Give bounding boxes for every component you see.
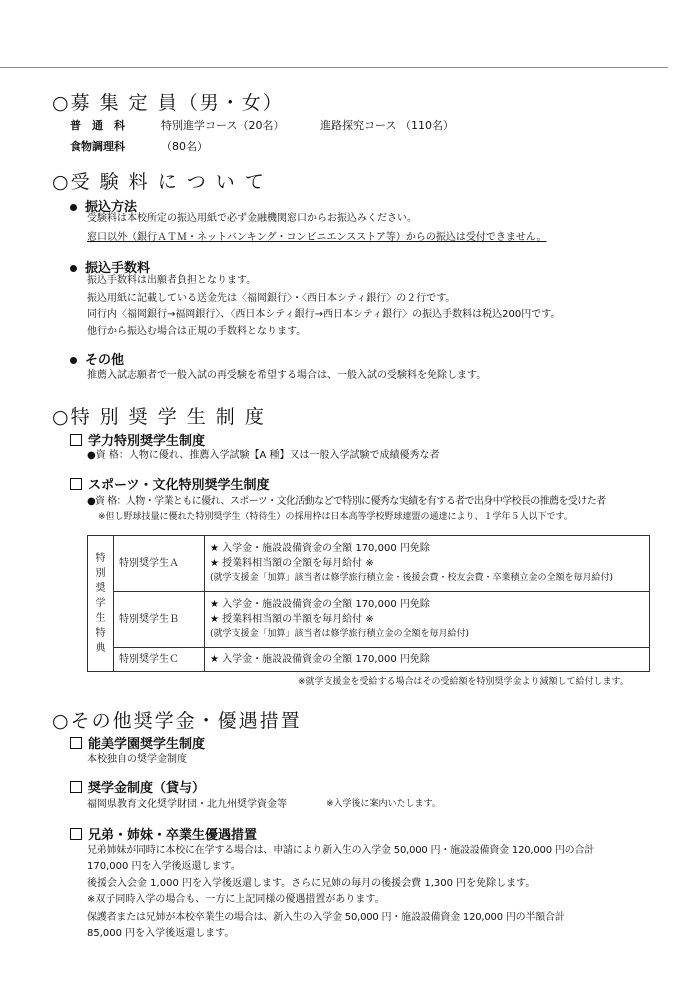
academic-title: 学力特別奨学生制度: [70, 430, 205, 449]
detail-line: (就学支援金「加算」該当者は修学旅行積立金の全額を毎月給付): [210, 629, 470, 639]
method-line-1: 受験料は本校所定の振込用紙で必ず金融機関窓口からお振込みください。: [87, 213, 417, 224]
bullet-icon: [70, 204, 77, 211]
row-name: 特別奨学生Ｂ: [114, 592, 205, 648]
label-char: 別: [95, 568, 106, 579]
label-char: 生: [95, 613, 106, 624]
futsu-label: 普 通 科: [70, 119, 125, 132]
detail-line: ★ 入学金・施設設備資金の全額 170,000 円免除: [210, 541, 644, 556]
label-char: 学: [95, 598, 106, 609]
table-note: ※就学支援金を受給する場合はその受給額を特別奨学金より減額して給付します。: [298, 677, 629, 687]
row-detail: [205, 592, 650, 648]
sibling-title: 兄弟・姉妹・卒業生優遇措置: [70, 824, 257, 843]
label-char: 特: [95, 553, 106, 564]
detail-line: ★ 入学金・施設設備資金の全額 170,000 円免除: [210, 597, 644, 612]
checkbox-icon: [70, 781, 82, 793]
row-detail: [205, 536, 650, 592]
fee-line-2: 振込用紙に記載している送金先は〈福岡銀行〉・〈西日本シティ銀行〉の２行です。: [87, 293, 456, 304]
table-row: [88, 536, 650, 592]
checkbox-icon: [70, 737, 82, 749]
row-name: 特別奨学生Ａ: [114, 536, 205, 592]
row-name: 特別奨学生Ｃ: [114, 648, 205, 672]
table-row: [88, 592, 650, 648]
method-line-2: 窓口以外（銀行ＡＴＭ・ネットバンキング・コンビニエンスストア等）からの振込は受付できません。: [87, 232, 547, 243]
detail-line: ★ 授業料相当額の半額を毎月給付 ※: [210, 612, 644, 627]
table-row-header: [88, 536, 114, 672]
checkbox-icon: [70, 434, 82, 446]
table-row: [88, 648, 650, 672]
tokubetsu-course: 特別進学コース（20名）: [161, 119, 285, 132]
scholarship-table: [87, 535, 650, 672]
fee-line-1: 振込手数料は出願者負担となります。: [87, 275, 257, 286]
loan-title: 奨学金制度（貸与）: [70, 777, 205, 796]
academic-line: ●資 格：人物に優れ、推薦入学試験【A 種】又は一般入学試験で成績優秀な者: [87, 450, 440, 461]
shokumotsu-count: （80名）: [161, 140, 208, 153]
nobi-title: 能美学園奨学生制度: [70, 733, 205, 752]
label-char: 奨: [95, 583, 106, 594]
exam-fee-heading: ○受 験 料 に つ い て: [52, 171, 266, 193]
checkbox-icon: [70, 478, 82, 490]
detail-line: ★ 入学金・施設設備資金の全額 170,000 円免除: [210, 652, 644, 667]
sports-line-2: ※但し野球技量に優れた特別奨学生（特待生）の採用枠は日本高等学校野球連盟の通達により、１学年５人以下です。: [98, 512, 573, 522]
sibling-line-5: 保護者または兄姉が本校卒業生の場合は、新入生の入学金 50,000 円・施設設備資金 120,000 円の半額合計: [87, 912, 565, 923]
sibling-line-3: 後援会入会金 1,000 円を入学後返還します。さらに兄姉の毎月の後援会費 1,300 円を免除します。: [87, 878, 536, 889]
recruit-heading: ○募 集 定 員（男・女）: [52, 92, 284, 114]
other-title: その他: [70, 349, 124, 368]
scholarship-heading: ○特 別 奨 学 生 制 度: [52, 406, 266, 428]
method-title: 振込方法: [70, 196, 137, 215]
loan-note: ※入学後に案内いたします。: [326, 799, 441, 809]
nobi-line: 本校独自の奨学金制度: [87, 754, 187, 765]
loan-line: 福岡県教育文化奨学財団・北九州奨学資金等: [87, 799, 287, 810]
other-line-1: 推薦入試志願者で一般入試の再受験を希望する場合は、一般入試の受験料を免除します。: [87, 370, 487, 381]
sibling-line-6: 85,000 円を入学後返還します。: [87, 928, 235, 939]
detail-line: (就学支援金「加算」該当者は修学旅行積立金・後援会費・校友会費・卒業積立金の全額を毎月給付): [210, 573, 614, 583]
fee-line-4: 他行から振込む場合は正規の手数料となります。: [87, 326, 307, 337]
shinro-course: 進路探究コース （110名）: [320, 119, 454, 132]
shokumotsu-label: 食物調理科: [70, 140, 125, 153]
fee-title: 振込手数料: [70, 257, 150, 276]
fee-line-3: 同行内〈福岡銀行→福岡銀行〉、〈西日本シティ銀行→西日本シティ銀行〉の振込手数料は税込200円です。: [87, 309, 561, 320]
bullet-icon: [70, 357, 77, 364]
top-divider: [0, 67, 668, 68]
detail-line: ★ 授業料相当額の全額を毎月給付 ※: [210, 556, 644, 571]
sibling-line-2: 170,000 円を入学後返還します。: [87, 861, 241, 872]
row-detail: [205, 648, 650, 672]
checkbox-icon: [70, 828, 82, 840]
sports-line-1: ●資 格：人物・学業ともに優れ、スポーツ・文化活動などで特別に優秀な実績を有する者で出身中学校長の推薦を受けた者: [87, 496, 606, 507]
sibling-line-1: 兄弟姉妹が同時に本校に在学する場合は、申請により新入生の入学金 50,000 円・施設設備資金 120,000 円の合計: [87, 845, 595, 856]
sibling-line-4: ※双子同時入学の場合も、一方に上記同様の優遇措置があります。: [87, 894, 385, 905]
label-char: 特: [95, 628, 106, 639]
sports-title: スポーツ・文化特別奨学生制度: [70, 474, 269, 493]
other-scholarship-heading: ○その他奨学金・優遇措置: [52, 710, 302, 732]
bullet-icon: [70, 265, 77, 272]
label-char: 典: [95, 643, 106, 654]
